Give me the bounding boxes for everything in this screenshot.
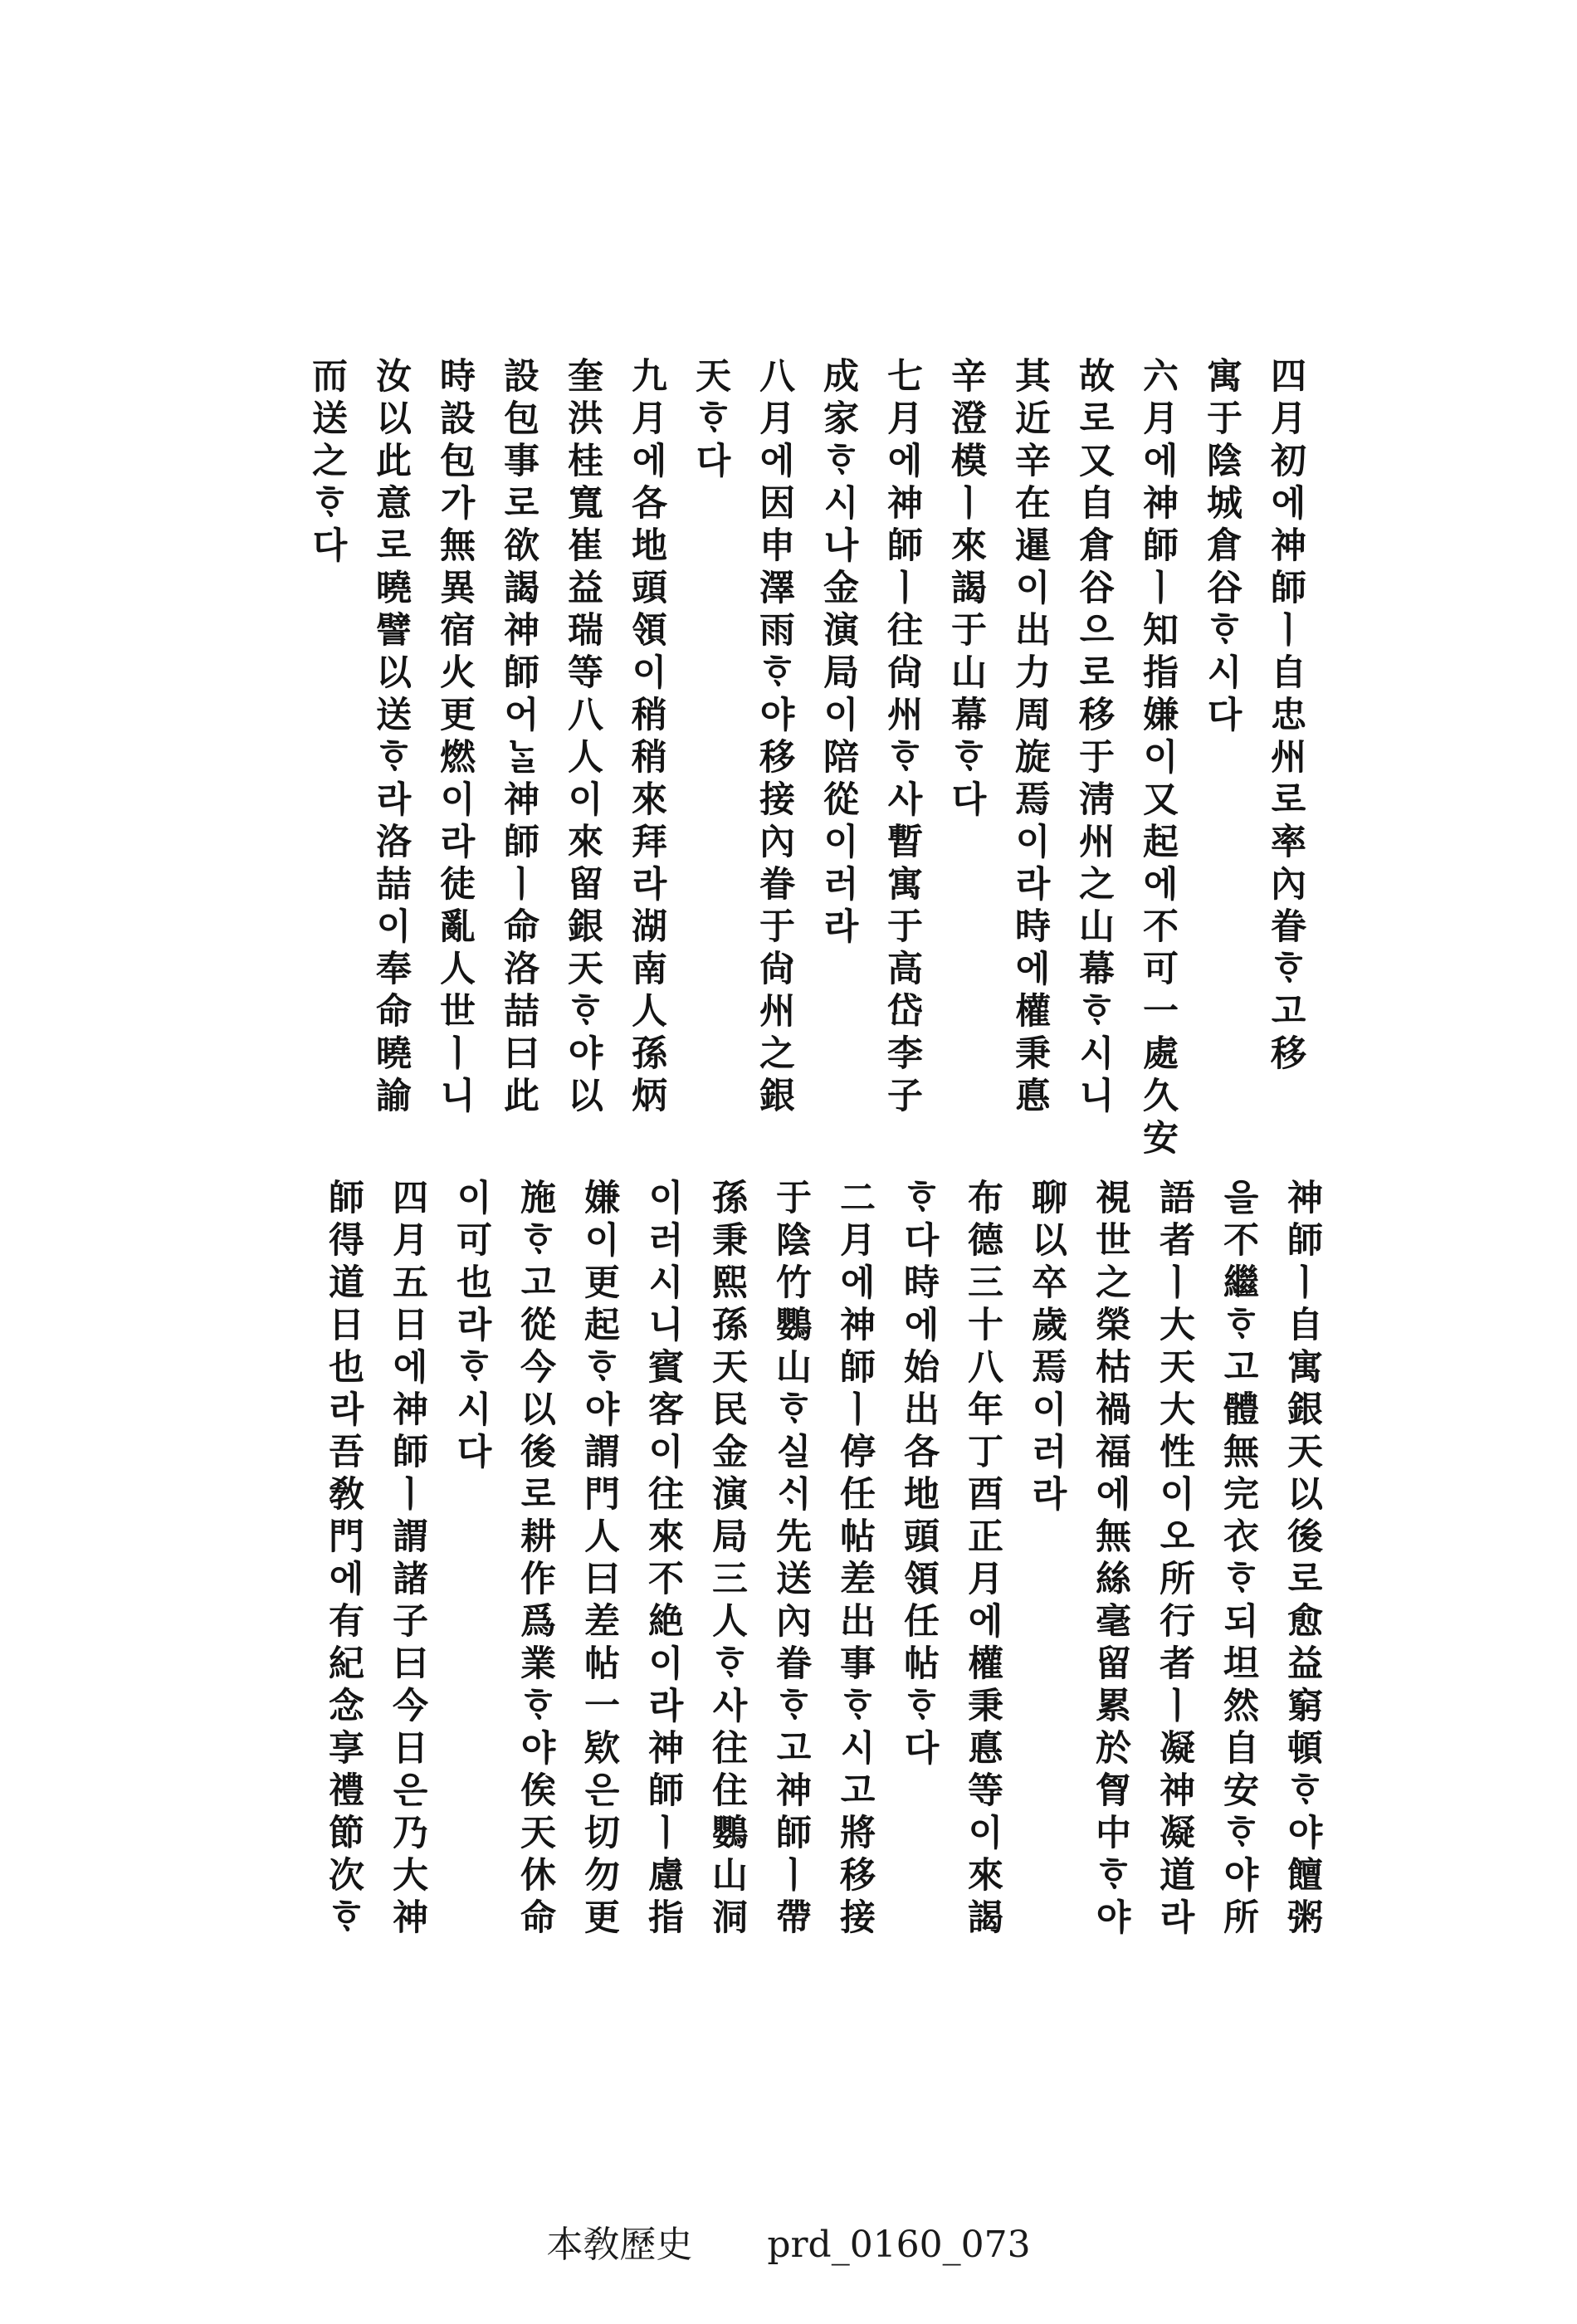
text-column: 汝以此意로曉譬以送ᄒᆞ라洛喆이奉命曉諭 [370, 357, 412, 1119]
text-column: 四月五日에神師ㅣ謂諸子曰今日은乃大神 [387, 1179, 428, 1941]
text-column: 嫌이更起ᄒᆞ야謂門人曰差帖一欵은切勿更 [579, 1179, 620, 1941]
text-column: 이러시니賓客이往來不絶이라神師ㅣ慮指 [642, 1179, 684, 1941]
text-column: 辛澄模ㅣ來謁于山幕ᄒᆞ다 [945, 357, 987, 823]
text-column: 七月에神師ㅣ往尙州ᄒᆞ사暫寓于高岱李子 [881, 357, 923, 1119]
text-column: 神師ㅣ自寓銀天以後로愈益窮頓ᄒᆞ야饘粥 [1282, 1179, 1323, 1941]
text-column: 聊以卒歲焉이러라 [1026, 1179, 1067, 1517]
text-column: ᄒᆞ다時에始出各地頭領任帖ᄒᆞ다 [898, 1179, 940, 1771]
text-column: 四月初에神師ㅣ自忠州로率內眷ᄒᆞ고移 [1265, 357, 1306, 1077]
text-column: 寓于陰城倉谷ᄒᆞ시다 [1201, 357, 1243, 738]
text-column: 六月에神師ㅣ知指嫌이又起에不可一處久安 [1137, 357, 1179, 1161]
book-title: 本敎歷史 [546, 2224, 693, 2266]
text-column: 을不繼ᄒᆞ고體無完衣ᄒᆞ되坦然自安ᄒᆞ야所 [1218, 1179, 1259, 1941]
text-column: 布德三十八年丁酉正月에權秉悳等이來謁 [962, 1179, 1003, 1941]
text-column: 而送之ᄒᆞ다 [306, 357, 348, 569]
text-column: 設包事로欲謁神師어ᄂᆞᆯ神師ㅣ命洛喆曰此 [498, 357, 540, 1119]
text-column: 九月에各地頭領이稍稍來拜라湖南人孫炳 [626, 357, 667, 1119]
page-footer [0, 2214, 1577, 2268]
text-column: 八月에因申澤雨ᄒᆞ야移接內眷于尙州之銀 [754, 357, 795, 1119]
text-column: 師得道日也라吾敎門에有紀念享禮節次ᄒᆞ [323, 1179, 364, 1941]
text-column: 二月에神師ㅣ停任帖差出事ᄒᆞ시고將移接 [834, 1179, 876, 1941]
text-column: 故로又自倉谷으로移于淸州之山幕ᄒᆞ시니 [1073, 357, 1115, 1119]
text-column: 時設包가無異宿火更燃이라徒亂人世ㅣ니 [434, 357, 476, 1119]
text-block-bottom [297, 1179, 1323, 1975]
text-column: 其近辛在暹이出力周旋焉이라時에權秉悳 [1009, 357, 1051, 1119]
text-column: 于陰竹鸚山ᄒᆞ실ᄉᆡ先送內眷ᄒᆞ고神師ㅣ帶 [770, 1179, 812, 1941]
page-id: prd_0160_073 [767, 2224, 1031, 2266]
text-column: 視世之榮枯禍福에無絲毫留累於胷中ᄒᆞ야 [1090, 1179, 1131, 1941]
text-column: 孫秉熙孫天民金演局三人ᄒᆞ사往住鸚山洞 [706, 1179, 748, 1941]
text-column: 成家ᄒᆞ시나金演局이陪從이러라 [818, 357, 859, 950]
text-block-top [281, 357, 1306, 1179]
text-column: 施ᄒᆞ고從今以後로耕作爲業ᄒᆞ야俟天休命 [515, 1179, 556, 1941]
text-column: 奎洪桂寬崔益瑞等八人이來留銀天ᄒᆞ야以 [562, 357, 603, 1119]
text-column: 天ᄒᆞ다 [690, 357, 731, 484]
text-column: 이可也라ᄒᆞ시다 [451, 1179, 492, 1475]
text-column: 語者ㅣ大天大性이오所行者ㅣ凝神凝道라 [1154, 1179, 1195, 1941]
